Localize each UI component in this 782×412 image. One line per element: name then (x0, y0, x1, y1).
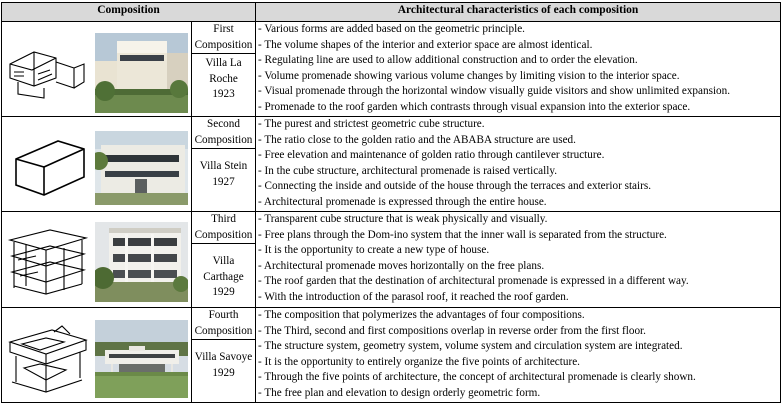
characteristic-line: - Connecting the inside and outside of the house through the terraces and exterior stairs. (258, 180, 652, 193)
table-row (2, 308, 781, 403)
characteristic-line: - Volume promenade showing various volume changes by limiting vision to the interior space. (258, 69, 680, 82)
villa-savoye-sketch-icon (6, 322, 92, 396)
composition-name-cell (192, 308, 256, 403)
characteristic-line: - It is the opportunity to entirely organize the five points of architecture. (258, 355, 580, 368)
pictures-cell (2, 308, 192, 403)
table-row (2, 212, 781, 308)
villa-stein-sketch-icon (12, 133, 90, 201)
building-name: Villa Carthage (203, 255, 244, 283)
characteristic-line: - The ratio close to the golden ratio and the ABABA structure are used. (258, 133, 576, 146)
composition-name-cell (192, 117, 256, 212)
characteristic-line: - The composition that polymerizes the advantages of four compositions. (258, 309, 585, 321)
characteristic-line: - Promenade to the roof garden which contrasts through visual expansion into the exterior space. (258, 100, 691, 113)
building-year: 1929 (212, 286, 235, 299)
villa-la-roche-sketch-icon (4, 42, 90, 102)
building-year: 1927 (212, 175, 235, 188)
composition-table (1, 2, 781, 403)
composition-label: First Composition (192, 22, 255, 54)
characteristic-line: - Visual promenade through the horizontal window visually guide visitors and show unlimited expansion. (258, 85, 731, 98)
composition-name-cell (192, 212, 256, 308)
characteristic-line: - Through the five points of architecture, the concept of architectural promenade is clearly shown. (258, 371, 696, 384)
villa-la-roche-photo (95, 33, 188, 113)
characteristic-line: - The volume shapes of the interior and exterior space are almost identical. (258, 38, 593, 51)
villa-carthage-sketch-icon (6, 226, 92, 298)
building-year: 1923 (212, 88, 235, 101)
composition-name-cell (192, 22, 256, 117)
composition-label: Second Composition (192, 117, 255, 149)
characteristic-line: - Regulating line are used to allow additional construction and to order the elevation. (258, 54, 638, 67)
building-name: Villa Savoye (194, 351, 253, 364)
building-name: Villa Stein (199, 160, 248, 173)
characteristic-line: - With the introduction of the parasol roof, it reached the roof garden. (258, 290, 569, 303)
characteristic-line: - Free elevation and maintenance of golden ratio through cantilever structure. (258, 149, 605, 162)
villa-stein-photo (95, 131, 188, 205)
characteristic-line: - The roof garden that the destination of architectural promenade is expressed in a different way. (258, 275, 689, 288)
characteristic-line: - Free plans through the Dom-ino system that the inner wall is separated from the structure. (258, 228, 667, 241)
characteristic-line: - Various forms are added based on the geometric principle. (258, 23, 525, 35)
characteristic-line: - It is the opportunity to create a new type of house. (258, 244, 490, 257)
composition-label: Third Composition (192, 212, 255, 244)
characteristic-line: - In the cube structure, architectural promenade is raised vertically. (258, 164, 558, 177)
villa-carthage-photo (95, 222, 188, 302)
characteristics-cell (256, 117, 781, 212)
characteristic-line: - The Third, second and first compositions overlap in reverse order from the first floor. (258, 324, 646, 337)
pictures-cell (2, 22, 192, 117)
characteristic-line: - The structure system, geometry system, volume system and circulation system are integrated. (258, 340, 683, 353)
characteristics-cell (256, 212, 781, 308)
table-row (2, 22, 781, 117)
building-name: Villa La Roche (205, 57, 242, 85)
villa-savoye-photo (95, 320, 188, 398)
characteristic-line: - The purest and strictest geometric cube structure. (258, 118, 485, 130)
building-year: 1929 (212, 366, 235, 379)
table-header-row (2, 3, 781, 22)
pictures-cell (2, 117, 192, 212)
characteristics-cell (256, 22, 781, 117)
characteristic-line: - Transparent cube structure that is weak physically and visually. (258, 213, 548, 225)
header-characteristics: Architectural characteristics of each composition (256, 3, 781, 22)
characteristic-line: - The free plan and elevation to design orderly geometric form. (258, 386, 541, 399)
characteristic-line: - Architectural promenade moves horizontally on the free plans. (258, 259, 545, 272)
header-composition: Composition (2, 3, 256, 22)
table-row (2, 117, 781, 212)
characteristics-cell (256, 308, 781, 403)
pictures-cell (2, 212, 192, 308)
characteristic-line: - Architectural promenade is expressed through the entire house. (258, 195, 547, 208)
composition-label: Fourth Composition (192, 308, 255, 340)
